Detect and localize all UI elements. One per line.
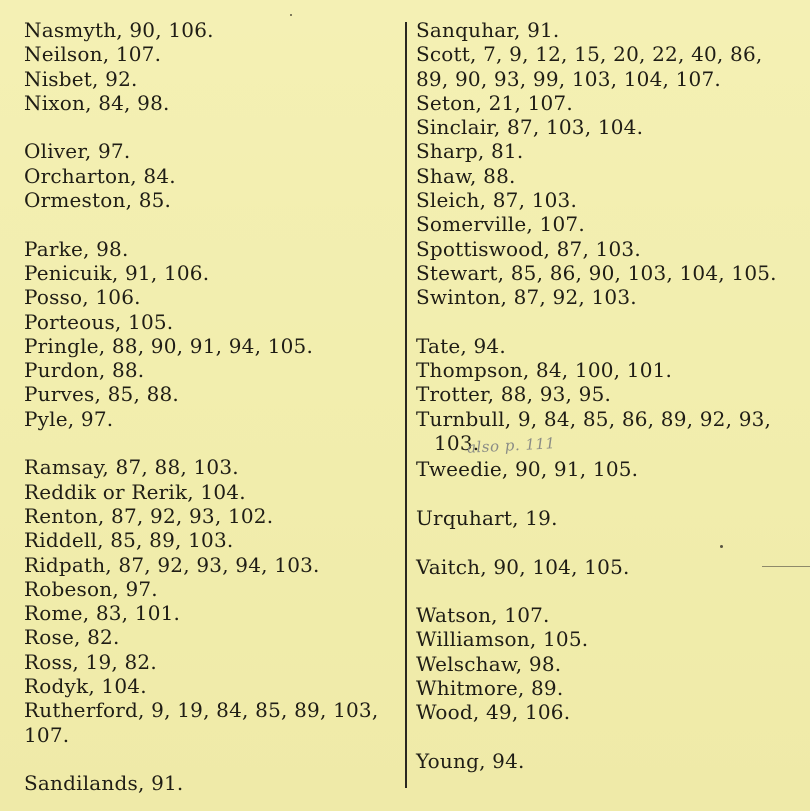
entry-text: Ormeston, 85.	[24, 188, 172, 213]
index-entry	[416, 18, 802, 42]
entry-text: Purves, 85, 88.	[24, 382, 179, 407]
section-gap	[24, 115, 400, 139]
entry-text: Turnbull, 9, 84, 85, 86, 89, 92, 93,	[416, 406, 772, 431]
entry-text: Somerville, 107.	[416, 212, 585, 237]
entry-text: Posso, 106.	[24, 285, 141, 310]
entry-text: Rodyk, 104.	[24, 674, 147, 699]
section-gap	[24, 212, 400, 236]
entry-text: Sleich, 87, 103.	[416, 188, 578, 213]
section-gap	[416, 530, 802, 554]
margin-rule-mark	[762, 566, 810, 567]
entry-text: Spottiswood, 87, 103.	[416, 236, 641, 261]
entry-text: Sinclair, 87, 103, 104.	[416, 115, 644, 140]
entry-text: Sanquhar, 91.	[416, 18, 560, 42]
index-entry	[416, 237, 802, 261]
index-entry	[416, 164, 802, 188]
entry-text: Neilson, 107.	[24, 42, 162, 67]
entry-text: Whitmore, 89.	[416, 676, 564, 701]
index-entry	[24, 237, 400, 261]
index-entry	[416, 139, 802, 163]
index-entry	[416, 382, 802, 406]
index-entry	[24, 310, 400, 334]
entry-text: Swinton, 87, 92, 103.	[416, 285, 637, 310]
index-entry	[24, 358, 400, 382]
index-entry	[24, 528, 400, 552]
index-entry	[24, 577, 400, 601]
index-entry	[416, 212, 802, 236]
index-entry	[24, 480, 400, 504]
entry-text: Parke, 98.	[24, 236, 129, 261]
index-entry	[416, 115, 802, 139]
index-entry	[24, 42, 400, 66]
index-entry	[24, 18, 400, 42]
entry-text: Welschaw, 98.	[416, 651, 562, 676]
entry-text: Ross, 19, 82.	[24, 649, 157, 674]
entry-text: Sandilands, 91.	[24, 771, 184, 796]
index-entry	[24, 334, 400, 358]
index-entry	[24, 504, 400, 528]
index-entry	[24, 601, 400, 625]
entry-text: Nixon, 84, 98.	[24, 90, 170, 115]
index-entry	[416, 42, 802, 91]
entry-continuation: 107.	[24, 722, 70, 747]
entry-text: Rose, 82.	[24, 625, 120, 650]
entry-text: Scott, 7, 9, 12, 15, 20, 22, 40, 86,	[416, 42, 763, 67]
entry-text: Porteous, 105.	[24, 309, 174, 334]
index-entry	[24, 650, 400, 674]
entry-text: Tweedie, 90, 91, 105.	[416, 457, 639, 482]
entry-text: Sharp, 81.	[416, 139, 524, 164]
entry-text: Ramsay, 87, 88, 103.	[24, 455, 239, 480]
entry-text: Orcharton, 84.	[24, 163, 176, 188]
index-entry	[24, 674, 400, 698]
index-entry	[24, 625, 400, 649]
index-entry	[416, 358, 802, 382]
entry-text: Urquhart, 19.	[416, 505, 558, 530]
index-column-right	[416, 18, 802, 773]
entry-text: Rome, 83, 101.	[24, 601, 181, 626]
index-entry	[416, 506, 802, 530]
index-entry	[416, 457, 802, 481]
index-entry	[24, 67, 400, 91]
entry-text: Seton, 21, 107.	[416, 90, 573, 115]
entry-text: Riddell, 85, 89, 103.	[24, 528, 234, 553]
entry-text: Reddik or Rerik, 104.	[24, 479, 246, 504]
section-gap	[416, 579, 802, 603]
handwritten-annotation: also p. 111	[466, 434, 557, 457]
entry-text: Penicuik, 91, 106.	[24, 260, 210, 285]
entry-text: Trotter, 88, 93, 95.	[416, 382, 612, 407]
index-column-left	[24, 18, 400, 796]
entry-continuation: 89, 90, 93, 99, 103, 104, 107.	[416, 66, 721, 91]
index-entry	[24, 91, 400, 115]
entry-text: Oliver, 97.	[24, 139, 131, 164]
section-gap	[416, 310, 802, 334]
index-entry	[24, 455, 400, 479]
entry-text: Nisbet, 92.	[24, 66, 138, 91]
index-entry	[416, 676, 802, 700]
section-gap	[24, 431, 400, 455]
entry-text: Pringle, 88, 90, 91, 94, 105.	[24, 333, 314, 358]
index-entry	[416, 652, 802, 676]
index-entry	[24, 261, 400, 285]
ink-speck	[720, 545, 723, 548]
index-entry	[416, 749, 802, 773]
index-entry	[416, 261, 802, 285]
entry-text: Shaw, 88.	[416, 163, 516, 188]
entry-text: Vaitch, 90, 104, 105.	[416, 554, 630, 579]
entry-text: Nasmyth, 90, 106.	[24, 18, 214, 42]
entry-text: Rutherford, 9, 19, 84, 85, 89, 103,	[24, 698, 379, 723]
index-entry	[24, 285, 400, 309]
index-entry	[416, 407, 802, 458]
entry-text: Stewart, 85, 86, 90, 103, 104, 105.	[416, 260, 777, 285]
entry-text: Renton, 87, 92, 93, 102.	[24, 503, 274, 528]
index-entry	[24, 553, 400, 577]
section-gap	[24, 747, 400, 771]
entry-continuation: 103.	[434, 431, 480, 456]
index-entry	[416, 188, 802, 212]
section-gap	[416, 725, 802, 749]
entry-text: Wood, 49, 106.	[416, 700, 571, 725]
entry-text: Robeson, 97.	[24, 576, 158, 601]
index-entry	[24, 139, 400, 163]
entry-text: Tate, 94.	[416, 333, 506, 358]
index-entry	[416, 627, 802, 651]
entry-text: Ridpath, 87, 92, 93, 94, 103.	[24, 552, 320, 577]
index-entry	[416, 334, 802, 358]
index-entry	[416, 603, 802, 627]
entry-text: Williamson, 105.	[416, 627, 589, 652]
column-divider	[405, 22, 407, 788]
entry-text: Watson, 107.	[416, 603, 550, 628]
entry-text: Purdon, 88.	[24, 358, 145, 383]
index-entry	[416, 700, 802, 724]
entry-text: Thompson, 84, 100, 101.	[416, 358, 673, 383]
index-entry	[24, 407, 400, 431]
index-entry	[24, 771, 400, 795]
entry-text: Pyle, 97.	[24, 406, 114, 431]
entry-text: Young, 94.	[416, 748, 525, 773]
index-entry	[416, 555, 802, 579]
index-entry	[24, 382, 400, 406]
ink-speck	[290, 14, 292, 16]
index-entry	[24, 164, 400, 188]
section-gap	[416, 482, 802, 506]
index-entry	[416, 285, 802, 309]
index-entry	[24, 698, 400, 747]
index-entry	[24, 188, 400, 212]
index-entry	[416, 91, 802, 115]
